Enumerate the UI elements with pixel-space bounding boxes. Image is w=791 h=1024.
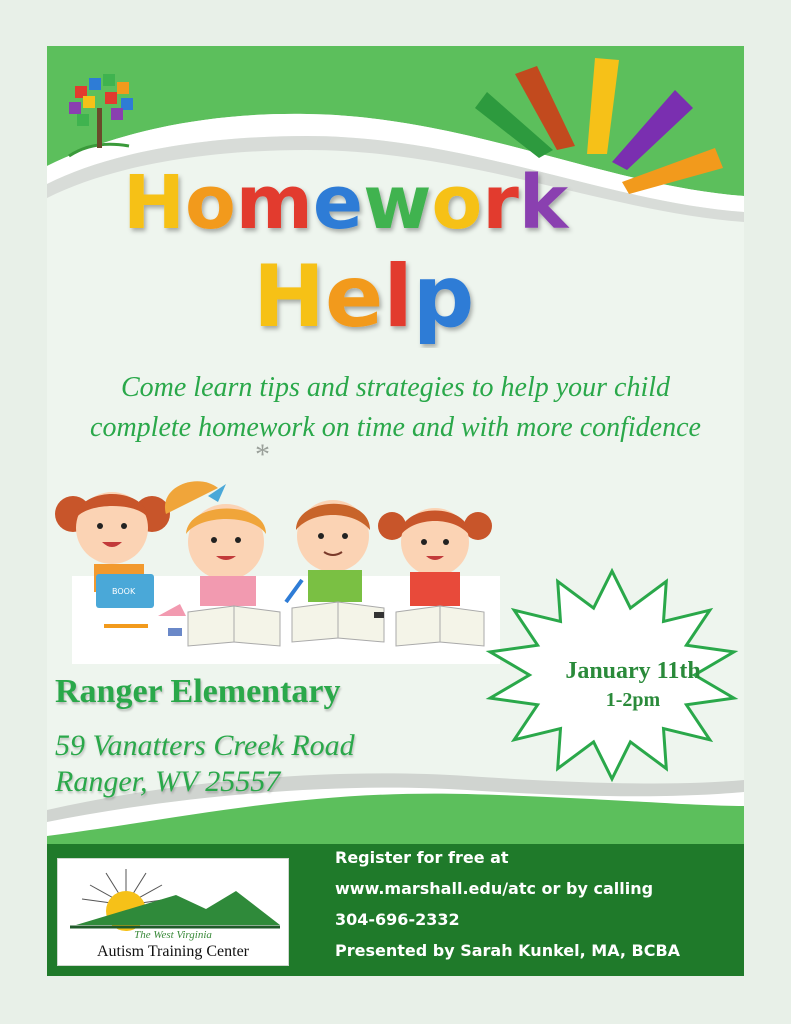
sharpener xyxy=(374,612,384,618)
title-letter: o xyxy=(184,160,236,246)
eraser xyxy=(168,628,182,636)
asterisk-mark: * xyxy=(255,438,270,471)
register-line: Register for free at xyxy=(335,848,509,867)
tagline-line-1: Come learn tips and strategies to help your child xyxy=(120,372,671,403)
event-time: 1-2pm xyxy=(605,689,661,711)
sun-mountain-icon xyxy=(66,865,280,931)
flyer-page xyxy=(47,46,744,976)
event-date-time xyxy=(533,656,733,714)
atc-logo xyxy=(57,858,289,966)
title-letter: o xyxy=(431,160,483,246)
title-letter: H xyxy=(253,247,325,347)
school-address xyxy=(55,728,355,800)
title-letter: e xyxy=(324,247,384,347)
title-letter: l xyxy=(383,247,413,347)
book-label: BOOK xyxy=(112,587,136,596)
title-letter: H xyxy=(123,160,185,246)
logo-name: Autism Training Center xyxy=(96,943,249,960)
title-letter: e xyxy=(312,160,364,246)
presenter-line: Presented by Sarah Kunkel, MA, BCBA xyxy=(335,941,681,960)
tagline xyxy=(47,368,744,448)
address-line-2: Ranger, WV 25557 xyxy=(55,765,281,798)
kid-3 xyxy=(286,500,370,602)
register-phone[interactable]: 304-696-2332 xyxy=(335,910,460,929)
address-line-1: 59 Vanatters Creek Road xyxy=(55,729,355,762)
children-illustration xyxy=(48,466,500,666)
event-date: January 11th xyxy=(565,658,701,684)
school-name: Ranger Elementary xyxy=(55,673,341,710)
pencil xyxy=(104,624,148,628)
title-letter: w xyxy=(363,160,432,246)
title-letter: p xyxy=(412,247,475,347)
title-letter: r xyxy=(482,160,519,246)
register-web-link[interactable]: www.marshall.edu/atc or by calling xyxy=(335,879,654,898)
registration-info xyxy=(335,842,735,966)
tagline-line-2: complete homework on time and with more confidence xyxy=(90,412,701,443)
title-line-1 xyxy=(123,160,570,246)
page-title xyxy=(119,158,679,348)
logo-subtitle: The West Virginia xyxy=(134,929,212,941)
title-letter: m xyxy=(235,160,313,246)
title-line-2 xyxy=(253,247,474,347)
title-letter: k xyxy=(518,160,569,246)
